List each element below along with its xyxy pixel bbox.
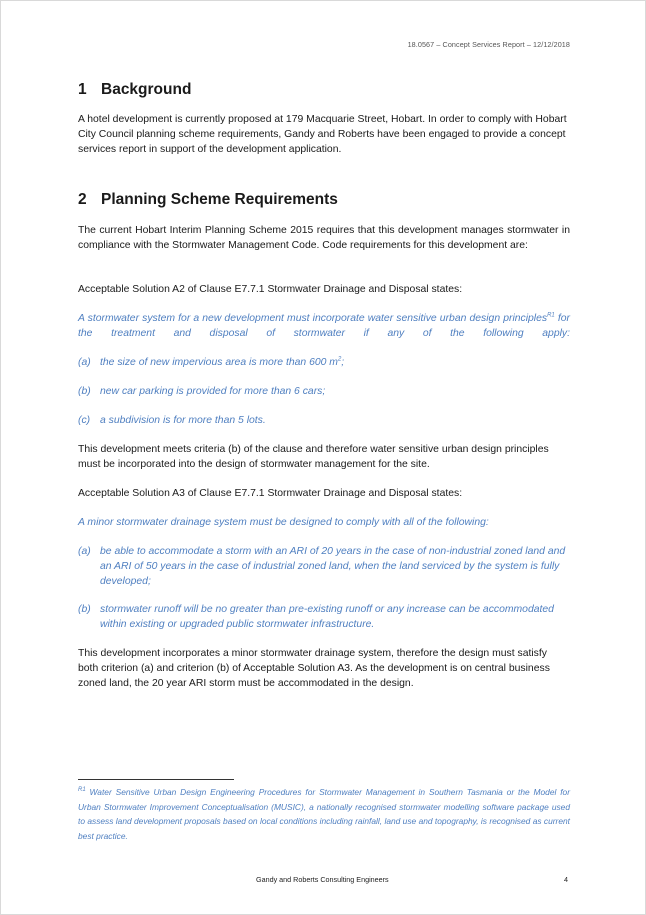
a2-quote-text: A stormwater system for a new development must incorporate water sensitive urban design principles — [78, 313, 548, 324]
a3-list-item — [78, 602, 570, 632]
footnote-reference-marker: R1 — [78, 787, 86, 794]
section-number: 2 — [78, 191, 87, 208]
section-title: Background — [101, 81, 192, 98]
footnote — [78, 785, 570, 843]
section-title: Planning Scheme Requirements — [101, 191, 338, 208]
a3-list-item — [78, 544, 570, 589]
a2-list-item — [78, 384, 570, 399]
list-item-text: be able to accommodate a storm with an ARI of 20 years in the case of non-industrial zoned land and an ARI of 50 years in the case of industrial zoned land, when the land serviced by the system is fully developed; — [100, 546, 566, 587]
list-item-text: a subdivision is for more than 5 lots. — [100, 415, 266, 426]
list-item-label: (a) — [78, 546, 91, 557]
a3-conclusion-paragraph: This development incorporates a minor stormwater drainage system, therefore the design must satisfy both criterion (a) and criterion (b) of Acceptable Solution A3. As the development is on central business zoned land, the 20 year ARI storm must be accommodated in the design. — [78, 648, 550, 689]
list-item-label: (c) — [78, 415, 91, 426]
footnote-text: Water Sensitive Urban Design Engineering Procedures for Stormwater Management in Southern Tasmania or the Model for Urban Stormwater Improvement Conceptualisation (MUSIC), a nationally recognised stormwater modelling software package used to assess land development proposals based on local conditions including rainfall, land use and topography, is recognised as current best practice. — [78, 787, 570, 841]
section-number: 1 — [78, 81, 87, 98]
a3-heading: Acceptable Solution A3 of Clause E7.7.1 Stormwater Drainage and Disposal states: — [78, 488, 463, 499]
footnote-divider — [78, 779, 234, 780]
footer-firm-name: Gandy and Roberts Consulting Engineers — [256, 875, 389, 884]
list-item-suffix: ; — [341, 357, 345, 368]
page-number: 4 — [564, 875, 568, 884]
a3-quote: A minor stormwater drainage system must be designed to comply with all of the following: — [78, 517, 489, 528]
a2-reference-marker: R1 — [547, 312, 555, 319]
list-item-text: new car parking is provided for more than 6 cars; — [100, 386, 326, 397]
section-heading-background — [78, 81, 191, 99]
superscript-exponent: 2 — [337, 356, 342, 363]
list-item-label: (b) — [78, 604, 91, 615]
a2-quote-text-continued: for the treatment and disposal of stormwater if any of the following apply: — [78, 313, 570, 339]
a2-list-item — [78, 355, 570, 370]
section-heading-planning — [78, 191, 338, 209]
list-item-text: the size of new impervious area is more than 600 m — [100, 357, 338, 368]
a2-heading: Acceptable Solution A2 of Clause E7.7.1 Stormwater Drainage and Disposal states: — [78, 284, 463, 295]
list-item-text: stormwater runoff will be no greater than pre-existing runoff or any increase can be accommodated within existing or upgraded public stormwater infrastructure. — [100, 604, 554, 630]
a2-quote — [78, 311, 570, 341]
a2-list-item — [78, 413, 570, 428]
document-reference-header: 18.0567 – Concept Services Report – 12/12/2018 — [407, 40, 570, 49]
list-item-label: (b) — [78, 386, 91, 397]
list-item-label: (a) — [78, 357, 91, 368]
background-paragraph: A hotel development is currently proposed at 179 Macquarie Street, Hobart. In order to comply with Hobart City Council planning scheme requirements, Gandy and Roberts have been engaged to provide a concept services report in support of the development application. — [78, 114, 567, 155]
a2-conclusion-paragraph: This development meets criteria (b) of the clause and therefore water sensitive urban design principles must be incorporated into the design of stormwater management for the site. — [78, 444, 549, 470]
planning-intro-paragraph: The current Hobart Interim Planning Scheme 2015 requires that this development manages stormwater in compliance with the Stormwater Management Code. Code requirements for this development are: — [78, 225, 570, 251]
